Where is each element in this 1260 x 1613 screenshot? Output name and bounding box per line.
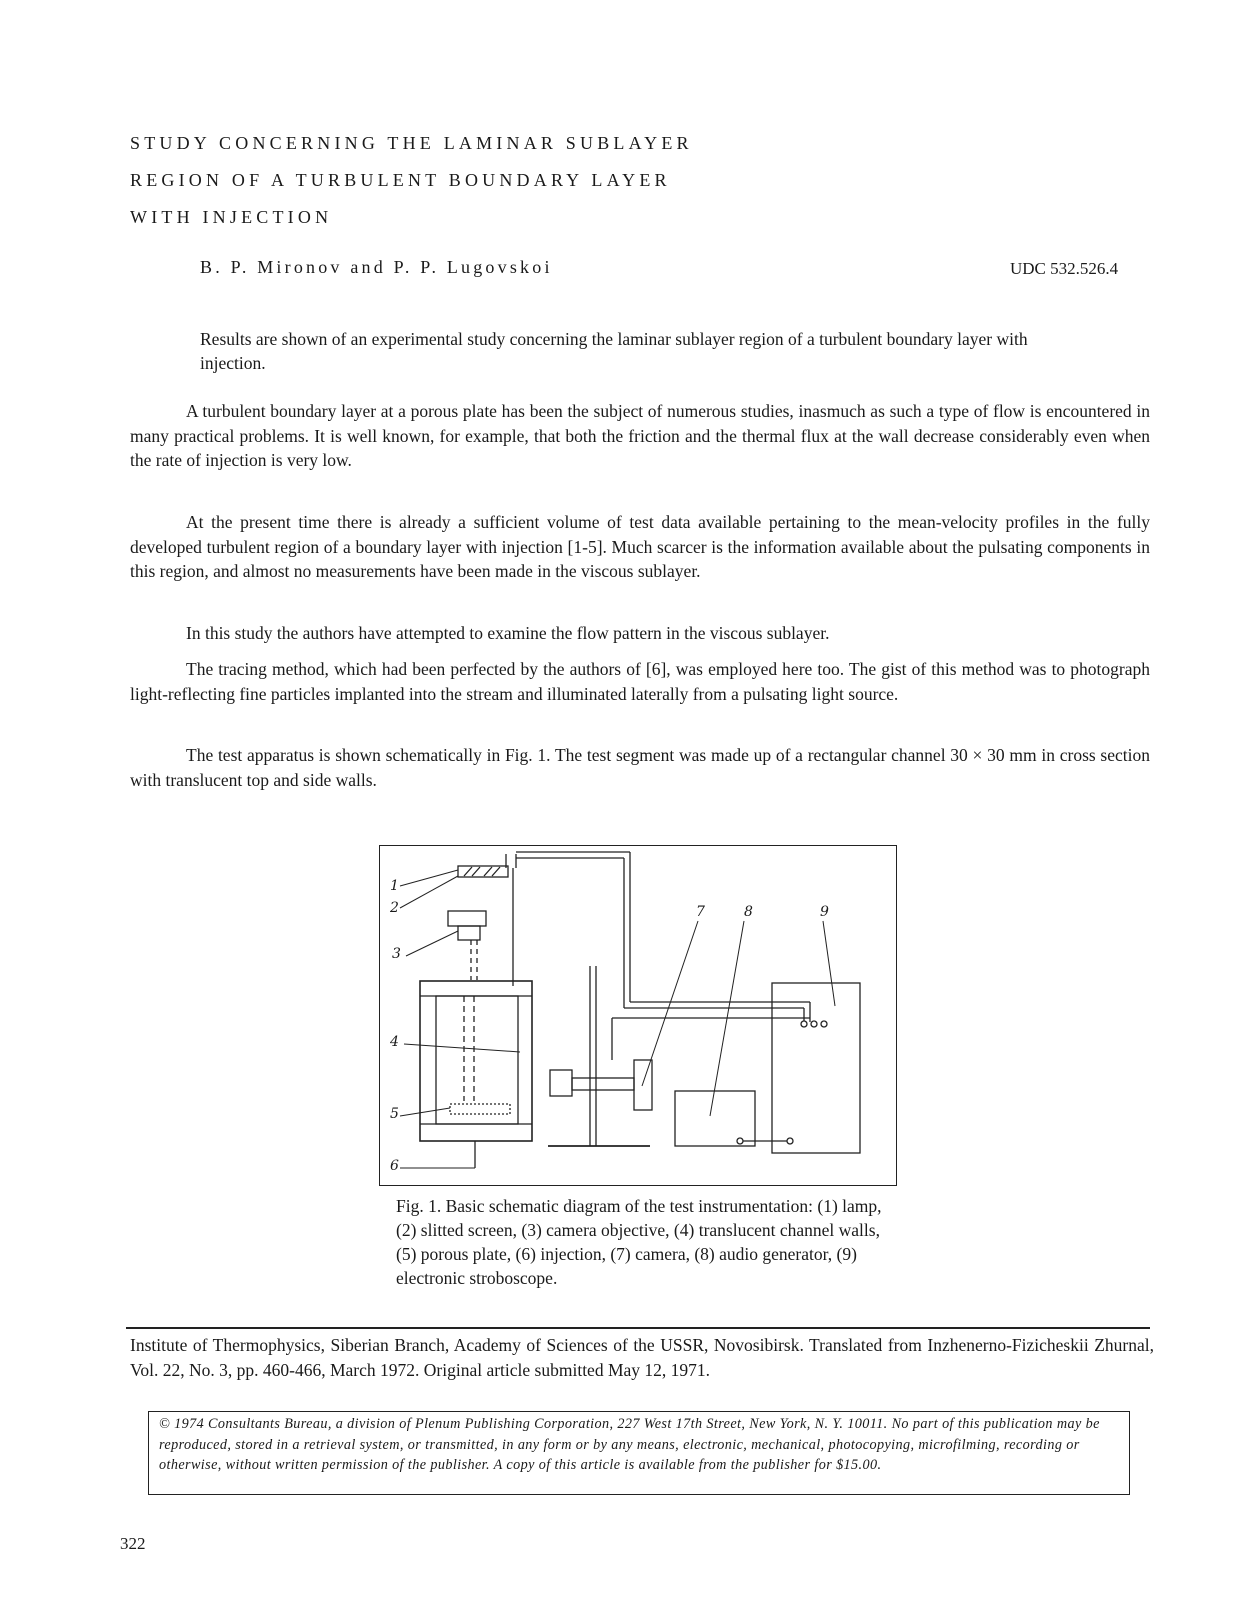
camera-shape — [572, 1078, 634, 1090]
schematic-drawing — [380, 846, 896, 1185]
leader-line — [400, 870, 458, 886]
figure-label-1: 1 — [390, 878, 399, 894]
udc-code: UDC 532.526.4 — [1010, 259, 1119, 278]
leader-line — [642, 921, 698, 1086]
hatch — [492, 867, 500, 876]
objective-shape — [458, 926, 480, 940]
footnote-rule — [126, 1327, 1150, 1329]
terminal — [787, 1138, 793, 1144]
porous-plate — [450, 1104, 510, 1114]
hatch — [484, 867, 492, 876]
title-line-1: STUDY CONCERNING THE LAMINAR SUBLAYER — [130, 133, 693, 153]
camera-shape — [550, 1070, 572, 1096]
objective-shape — [448, 911, 486, 926]
hatch — [472, 867, 480, 876]
audio-generator-shape — [675, 1091, 755, 1146]
copyright-text: © 1974 Consultants Bureau, a division of Plenum Publishing Corporation, 227 West 17th Street, New York, N. Y. 10011. No part of this publication may be reproduced, stored in a retrieval system, or transmitted, in any form or by any means, electronic, mechanical, photocopying, microfilming, recording or otherwise, without written permission of the publisher. A copy of this article is available from the publisher for $15.00. — [159, 1416, 1100, 1473]
leader-line — [400, 876, 458, 908]
body-paragraph-3: In this study the authors have attempted to examine the flow pattern in the viscous sublayer. — [186, 623, 830, 643]
camera-shape — [634, 1060, 652, 1110]
title-line-3: WITH INJECTION — [130, 207, 333, 227]
leader-line — [404, 1044, 520, 1052]
hatch — [464, 867, 472, 876]
body-paragraph-5: The test apparatus is shown schematically in Fig. 1. The test segment was made up of a rectangular channel 30 × 30 mm in cross section with translucent top and side walls. — [130, 745, 1150, 790]
terminal — [821, 1021, 827, 1027]
figure-label-6: 6 — [390, 1158, 399, 1174]
authors: B. P. Mironov and P. P. Lugovskoi — [200, 257, 553, 277]
figure-label-8: 8 — [744, 904, 753, 920]
terminal — [737, 1138, 743, 1144]
copyright-box — [148, 1411, 1130, 1495]
body-paragraph-4: The tracing method, which had been perfected by the authors of [6], was employed here too. The gist of this method was to photograph light-reflecting fine particles implanted into the stream and illuminated laterally from a pulsating light source. — [130, 659, 1150, 704]
figure-label-5: 5 — [390, 1106, 399, 1122]
leader-line — [823, 921, 835, 1006]
leader-line — [400, 1108, 450, 1116]
body-paragraph-1: A turbulent boundary layer at a porous plate has been the subject of numerous studies, inasmuch as such a type of flow is encountered in many practical problems. It is well known, for example, that both the friction and the thermal flux at the wall decrease considerably even when the rate of injection is very low. — [130, 401, 1150, 470]
figure-1-schematic — [379, 845, 897, 1186]
figure-caption: Fig. 1. Basic schematic diagram of the test instrumentation: (1) lamp, (2) slitted screen, (3) camera objective, (4) translucent channel walls, (5) porous plate, (6) injection, (7) camera, (8) audio generator, (9) electronic stroboscope. — [396, 1196, 882, 1288]
terminal — [811, 1021, 817, 1027]
page-number: 322 — [120, 1534, 146, 1553]
lamp-shape — [458, 866, 508, 877]
affiliation-note: Institute of Thermophysics, Siberian Branch, Academy of Sciences of the USSR, Novosibirsk. Translated from Inzhenerno-Fizicheskii Zhurnal, Vol. 22, No. 3, pp. 460-466, March 1972. Original article submitted May 12, 1971. — [130, 1335, 1154, 1380]
channel-inner — [436, 996, 518, 1124]
figure-label-7: 7 — [696, 904, 705, 920]
figure-label-3: 3 — [392, 946, 401, 962]
leader-line — [406, 931, 458, 956]
terminal — [801, 1021, 807, 1027]
body-paragraph-2: At the present time there is already a sufficient volume of test data available pertaining to the mean-velocity profiles in the fully developed turbulent region of a boundary layer with injection [1-5]. Much scarcer is the information available about the pulsating components in this region, and almost no measurements have been made in the viscous sublayer. — [130, 512, 1150, 581]
abstract: Results are shown of an experimental study concerning the laminar sublayer region of a turbulent boundary layer with injection. — [200, 329, 1028, 373]
figure-label-4: 4 — [390, 1034, 399, 1050]
title-line-2: REGION OF A TURBULENT BOUNDARY LAYER — [130, 170, 671, 190]
channel-outer — [420, 981, 532, 1141]
figure-label-2: 2 — [390, 900, 399, 916]
figure-label-9: 9 — [820, 904, 829, 920]
